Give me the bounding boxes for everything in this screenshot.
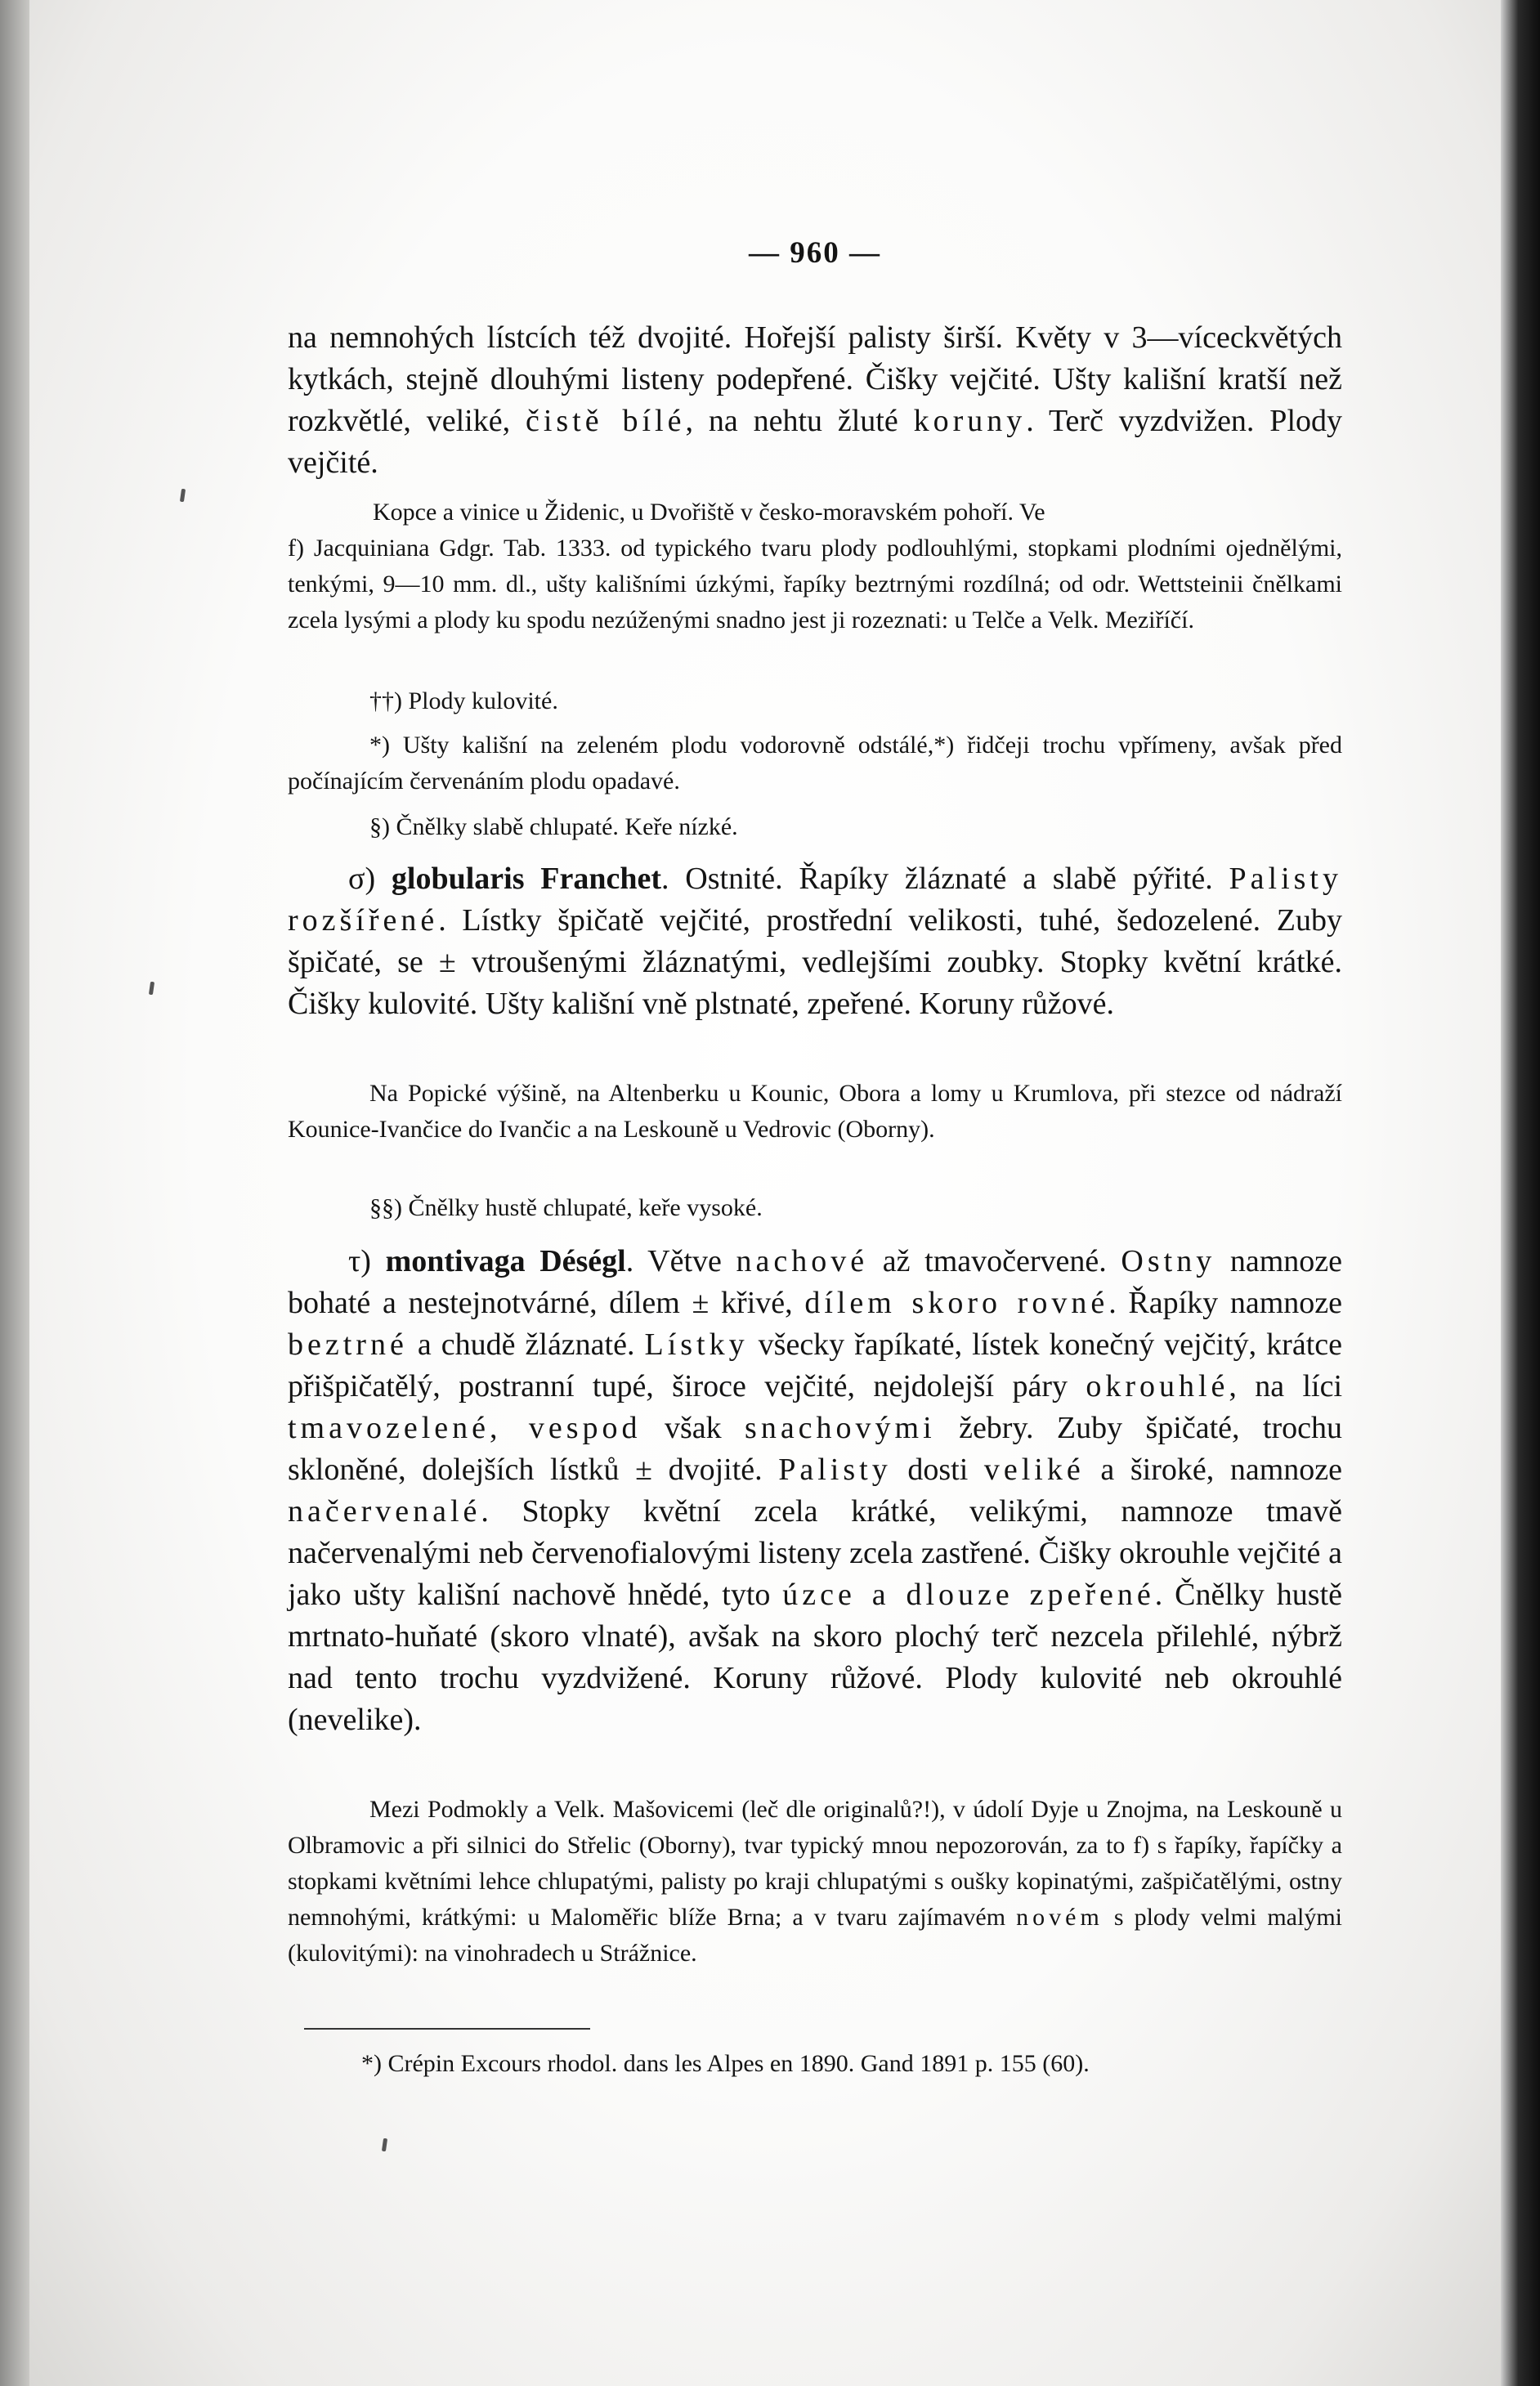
locality-note-2: Na Popické výšině, na Altenberku u Kounic, Obora a lomy u Krumlova, při stezce od nádraží Kounice-Ivančice do Ivančic a na Leskouně u Vedrovic (Oborny).: [288, 1080, 1342, 1143]
locality-note-1: Kopce a vinice u Židenic, u Dvořiště v česko-moravském pohoří. Ve: [373, 499, 1045, 526]
paragraph-description-continued: na nemnohých lístcích též dvojité. Hořejší palisty širší. Květy v 3—víceckvětých kytkách, stejně dlouhými listeny podepřené. Čišky vejčité. Ušty kališní kratší než rozkvětlé, veliké, čistě bílé, na nehtu žluté koruny. Terč vyzdvižen. Plody vejčité.: [288, 320, 1342, 480]
variety-sigma-globularis: σ) globularis Franchet. Ostnité. Řapíky žláznaté a slabě pýřité. Palisty rozšířené. Lístky špičatě vejčité, prostřední velikosti, tuhé, šedozelené. Zuby špičaté, se ± vtroušenými žláznatými, vedlejšími zoubky. Stopky květní krátké. Čišky kulovité. Ušty kališní vně plstnaté, zpeřené. Koruny růžové.: [288, 862, 1342, 1021]
note-double-dagger: ††) Plody kulovité.: [369, 687, 558, 714]
page-number: — 960 —: [749, 236, 881, 270]
locality-note-3: Mezi Podmokly a Velk. Mašovicemi (leč dle originalů?!), v údolí Dyje u Znojma, na Leskouně u Olbramovic a při silnici do Střelic (Oborny), tvar typický mnou nepozorován, za to f) s řapíky, řapíčky a stopkami květními lehce chlupatými, palisty po kraji chlupatými s oušky kopinatými, zašpičatělými, ostny nemnohými, krátkými: u Maloměřic blíže Brna; a v tvaru zajímavém novém s plody velmi malými (kulovitými): na vinohradech u Strážnice.: [288, 1796, 1342, 1967]
note-asterisk: *) Ušty kališní na zeleném plodu vodorovně odstálé,*) řidčeji trochu vpřímeny, avšak před počínajícím červenáním plodu opadavé.: [288, 732, 1342, 795]
scan-left-border: [0, 0, 29, 2386]
footnote: *) Crépin Excours rhodol. dans les Alpes en 1890. Gand 1891 p. 155 (60).: [361, 2050, 1090, 2077]
footnote-separator: [304, 2028, 590, 2030]
note-double-section: §§) Čnělky hustě chlupaté, keře vysoké.: [369, 1194, 763, 1221]
variety-f-jacquiniana: f) Jacquiniana Gdgr. Tab. 1333. od typického tvaru plody podlouhlými, stopkami plodními ojednělými, tenkými, 9—10 mm. dl., ušty kališními úzkými, řapíky beztrnými rozdílná; od odr. Wettsteinii čnělkami zcela lysými a plody ku spodu nezúženými snadno jest ji rozeznati: u Telče a Velk. Meziříčí.: [288, 535, 1342, 633]
variety-tau-montivaga: τ) montivaga Déségl. Větve nachové až tmavočervené. Ostny namnoze bohaté a nestejnotvárné, dílem ± křivé, dílem skoro rovné. Řapíky namnoze beztrné a chudě žláznaté. Lístky všecky řapíkaté, lístek konečný vejčitý, krátce přišpičatělý, postranní tupé, široce vejčité, nejdolejší páry okrouhlé, na líci tmavozelené, vespod však snachovými žebry. Zuby špičaté, trochu skloněné, dolejších lístků ± dvojité. Palisty dosti veliké a široké, namnoze načervenalé. Stopky květní zcela krátké, velikými, namnoze tmavě načervenalými neb červenofialovými listeny zcela zastřené. Čišky okrouhle vejčité a jako ušty kališní nachově hnědé, tyto úzce a dlouze zpeřené. Čnělky hustě mrtnato-huňaté (skoro vlnaté), avšak na skoro plochý terč nezcela přilehlé, nýbrž nad tento trochu vyzdvižené. Koruny růžové. Plody kulovité neb okrouhlé (nevelike).: [288, 1244, 1343, 1737]
note-section: §) Čnělky slabě chlupaté. Keře nízké.: [369, 813, 738, 840]
scan-right-border: [1501, 0, 1540, 2386]
